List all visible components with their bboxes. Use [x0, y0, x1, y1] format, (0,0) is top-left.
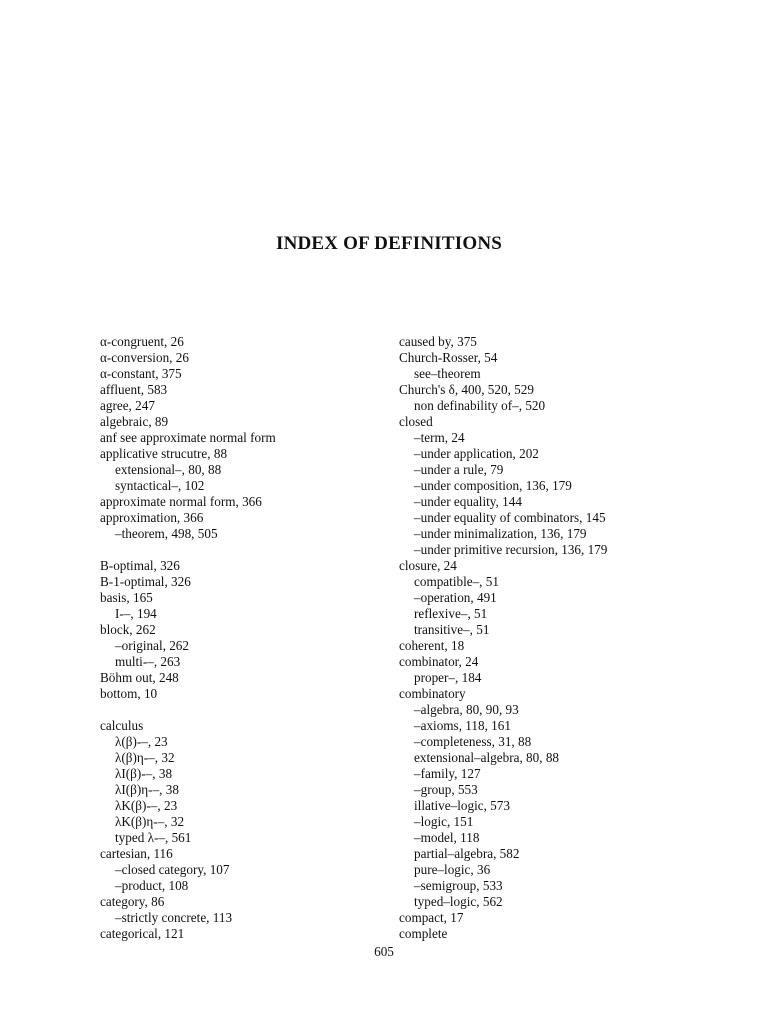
index-entry: categorical, 121	[100, 926, 185, 941]
index-subentry: –under equality of combinators, 145	[414, 510, 606, 525]
index-subentry: compatible–, 51	[414, 574, 499, 589]
index-subentry: illative–logic, 573	[414, 798, 510, 813]
index-subentry: –completeness, 31, 88	[414, 734, 532, 749]
index-subentry: –term, 24	[414, 430, 465, 445]
index-subentry: λ(β)η-–, 32	[115, 750, 175, 765]
index-entry: combinatory	[399, 686, 466, 701]
index-entry: B-1-optimal, 326	[100, 574, 191, 589]
index-gap	[100, 542, 380, 558]
index-entry: block, 262	[100, 622, 156, 637]
index-entry: algebraic, 89	[100, 414, 169, 429]
index-subentry: –product, 108	[115, 878, 189, 893]
index-subentry: –original, 262	[115, 638, 189, 653]
index-subentry: extensional–, 80, 88	[115, 462, 222, 477]
index-entry: compact, 17	[399, 910, 464, 925]
index-entry: α-congruent, 26	[100, 334, 184, 349]
index-entry: bottom, 10	[100, 686, 158, 701]
index-subentry: transitive–, 51	[414, 622, 490, 637]
index-subentry: reflexive–, 51	[414, 606, 488, 621]
index-subentry: –under minimalization, 136, 179	[414, 526, 587, 541]
index-subentry: λK(β)η-–, 32	[115, 814, 185, 829]
index-subentry: pure–logic, 36	[414, 862, 491, 877]
index-subentry: non definability of–, 520	[414, 398, 546, 413]
index-entry: α-constant, 375	[100, 366, 182, 381]
index-subentry: –semigroup, 533	[414, 878, 503, 893]
index-entry: affluent, 583	[100, 382, 168, 397]
index-subentry: λI(β)-–, 38	[115, 766, 173, 781]
index-subentry: –model, 118	[414, 830, 480, 845]
index-entry: coherent, 18	[399, 638, 465, 653]
index-subentry: λI(β)η-–, 38	[115, 782, 179, 797]
index-gap	[100, 702, 380, 718]
index-subentry: –under primitive recursion, 136, 179	[414, 542, 608, 557]
index-entry: combinator, 24	[399, 654, 479, 669]
index-subentry: syntactical–, 102	[115, 478, 205, 493]
index-subentry: multi-–, 263	[115, 654, 181, 669]
index-subentry: typed–logic, 562	[414, 894, 503, 909]
index-subentry: –family, 127	[414, 766, 481, 781]
index-column-left	[100, 334, 380, 942]
index-subentry: –under a rule, 79	[414, 462, 504, 477]
index-subentry: –algebra, 80, 90, 93	[414, 702, 519, 717]
index-subentry: –group, 553	[414, 782, 478, 797]
index-entry: α-conversion, 26	[100, 350, 189, 365]
index-subentry: I-–, 194	[115, 606, 157, 621]
index-subentry: –closed category, 107	[115, 862, 230, 877]
index-subentry: –strictly concrete, 113	[115, 910, 233, 925]
index-entry: agree, 247	[100, 398, 155, 413]
index-subentry: –logic, 151	[414, 814, 474, 829]
index-subentry: –axioms, 118, 161	[414, 718, 511, 733]
index-entry: complete	[399, 926, 448, 941]
index-subentry: –operation, 491	[414, 590, 497, 605]
index-entry: applicative strucutre, 88	[100, 446, 228, 461]
index-entry: category, 86	[100, 894, 165, 909]
index-entry: basis, 165	[100, 590, 153, 605]
index-entry: Böhm out, 248	[100, 670, 179, 685]
index-entry: caused by, 375	[399, 334, 477, 349]
index-subentry: –under application, 202	[414, 446, 539, 461]
index-entry: anf see approximate normal form	[100, 430, 276, 445]
index-entry: closed	[399, 414, 433, 429]
index-subentry: –theorem, 498, 505	[115, 526, 218, 541]
index-subentry: typed λ-–, 561	[115, 830, 192, 845]
index-subentry: –under equality, 144	[414, 494, 522, 509]
index-subentry: –under composition, 136, 179	[414, 478, 572, 493]
index-entry: calculus	[100, 718, 144, 733]
index-entry: cartesian, 116	[100, 846, 173, 861]
index-subentry: λ(β)-–, 23	[115, 734, 168, 749]
index-subentry: proper–, 184	[414, 670, 482, 685]
index-entry: approximate normal form, 366	[100, 494, 262, 509]
index-subentry: see–theorem	[414, 366, 481, 381]
index-column-right	[399, 334, 699, 942]
index-subentry: extensional–algebra, 80, 88	[414, 750, 560, 765]
index-subentry: partial–algebra, 582	[414, 846, 520, 861]
index-entry: Church-Rosser, 54	[399, 350, 498, 365]
page-title: INDEX OF DEFINITIONS	[275, 233, 503, 254]
index-entry: B-optimal, 326	[100, 558, 180, 573]
index-entry: closure, 24	[399, 558, 457, 573]
page-number: 605	[374, 944, 394, 959]
index-entry: approximation, 366	[100, 510, 204, 525]
index-subentry: λK(β)-–, 23	[115, 798, 178, 813]
index-entry: Church's δ, 400, 520, 529	[399, 382, 534, 397]
